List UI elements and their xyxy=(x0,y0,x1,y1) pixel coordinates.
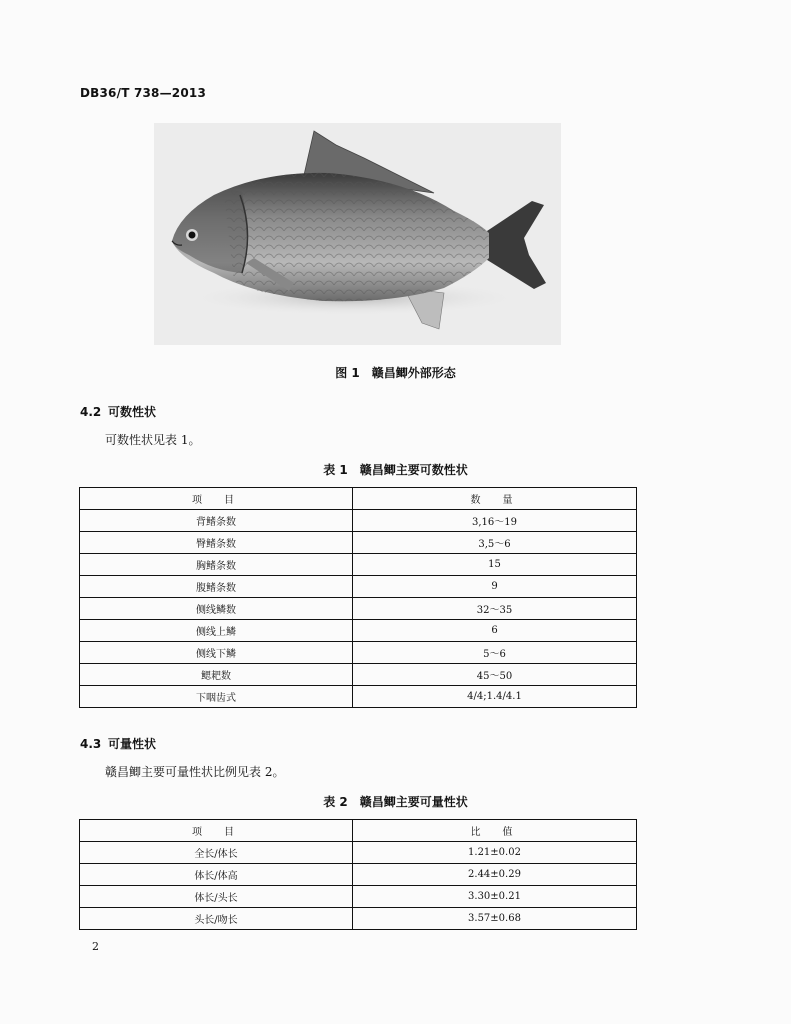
table-cell: 鳃耙数 xyxy=(80,664,353,686)
table-header-row xyxy=(80,488,637,510)
section-4-3-heading xyxy=(80,735,156,752)
table-cell: 背鳍条数 xyxy=(80,510,353,532)
table-cell: 全长/体长 xyxy=(80,842,353,864)
table-2 xyxy=(79,819,637,930)
table-header-cell: 比 值 xyxy=(353,820,637,842)
page-number: 2 xyxy=(92,940,99,953)
table-cell: 3,16～19 xyxy=(353,510,637,532)
table-cell: 9 xyxy=(353,576,637,598)
table-cell: 2.44±0.29 xyxy=(353,864,637,886)
table-cell: 侧线上鳞 xyxy=(80,620,353,642)
table-row xyxy=(80,908,637,930)
table-row xyxy=(80,864,637,886)
table-1-caption: 表 1 赣昌鲫主要可数性状 xyxy=(323,463,468,477)
table-row xyxy=(80,686,637,708)
table-row xyxy=(80,576,637,598)
table-cell: 15 xyxy=(353,554,637,576)
table-2-caption: 表 2 赣昌鲫主要可量性状 xyxy=(323,795,468,809)
table-row xyxy=(80,642,637,664)
table-cell: 5～6 xyxy=(353,642,637,664)
table-cell: 32～35 xyxy=(353,598,637,620)
table-cell: 下咽齿式 xyxy=(80,686,353,708)
table-row xyxy=(80,532,637,554)
table-cell: 3.57±0.68 xyxy=(353,908,637,930)
table-row xyxy=(80,620,637,642)
table-row xyxy=(80,554,637,576)
table-cell: 体长/头长 xyxy=(80,886,353,908)
table-cell: 4/4;1.4/4.1 xyxy=(353,686,637,708)
table-cell: 侧线下鳞 xyxy=(80,642,353,664)
document-id: DB36/T 738—2013 xyxy=(80,86,206,100)
table-cell: 体长/体高 xyxy=(80,864,353,886)
figure-1-caption: 图 1 赣昌鲫外部形态 xyxy=(335,366,456,380)
section-number: 4.3 xyxy=(80,737,102,751)
table-cell: 1.21±0.02 xyxy=(353,842,637,864)
table-cell: 6 xyxy=(353,620,637,642)
table-header-cell: 数 量 xyxy=(353,488,637,510)
table-cell: 3,5～6 xyxy=(353,532,637,554)
section-number: 4.2 xyxy=(80,405,102,419)
section-4-2-heading xyxy=(80,403,156,420)
section-4-2-text: 可数性状见表 1。 xyxy=(105,433,201,447)
table-cell: 侧线鳞数 xyxy=(80,598,353,620)
section-title: 可数性状 xyxy=(108,405,157,419)
table-row xyxy=(80,598,637,620)
table-cell: 3.30±0.21 xyxy=(353,886,637,908)
section-title: 可量性状 xyxy=(108,737,157,751)
table-header-cell: 项 目 xyxy=(80,488,353,510)
table-row xyxy=(80,842,637,864)
fish-photo xyxy=(154,123,561,345)
section-4-3-text: 赣昌鲫主要可量性状比例见表 2。 xyxy=(105,765,285,779)
fish-illustration xyxy=(154,123,561,345)
table-cell: 臀鳍条数 xyxy=(80,532,353,554)
table-1 xyxy=(79,487,637,708)
table-row xyxy=(80,664,637,686)
table-cell: 头长/吻长 xyxy=(80,908,353,930)
table-cell: 45～50 xyxy=(353,664,637,686)
table-cell: 腹鳍条数 xyxy=(80,576,353,598)
table-row xyxy=(80,510,637,532)
table-row xyxy=(80,886,637,908)
table-header-row xyxy=(80,820,637,842)
table-cell: 胸鳍条数 xyxy=(80,554,353,576)
table-header-cell: 项 目 xyxy=(80,820,353,842)
